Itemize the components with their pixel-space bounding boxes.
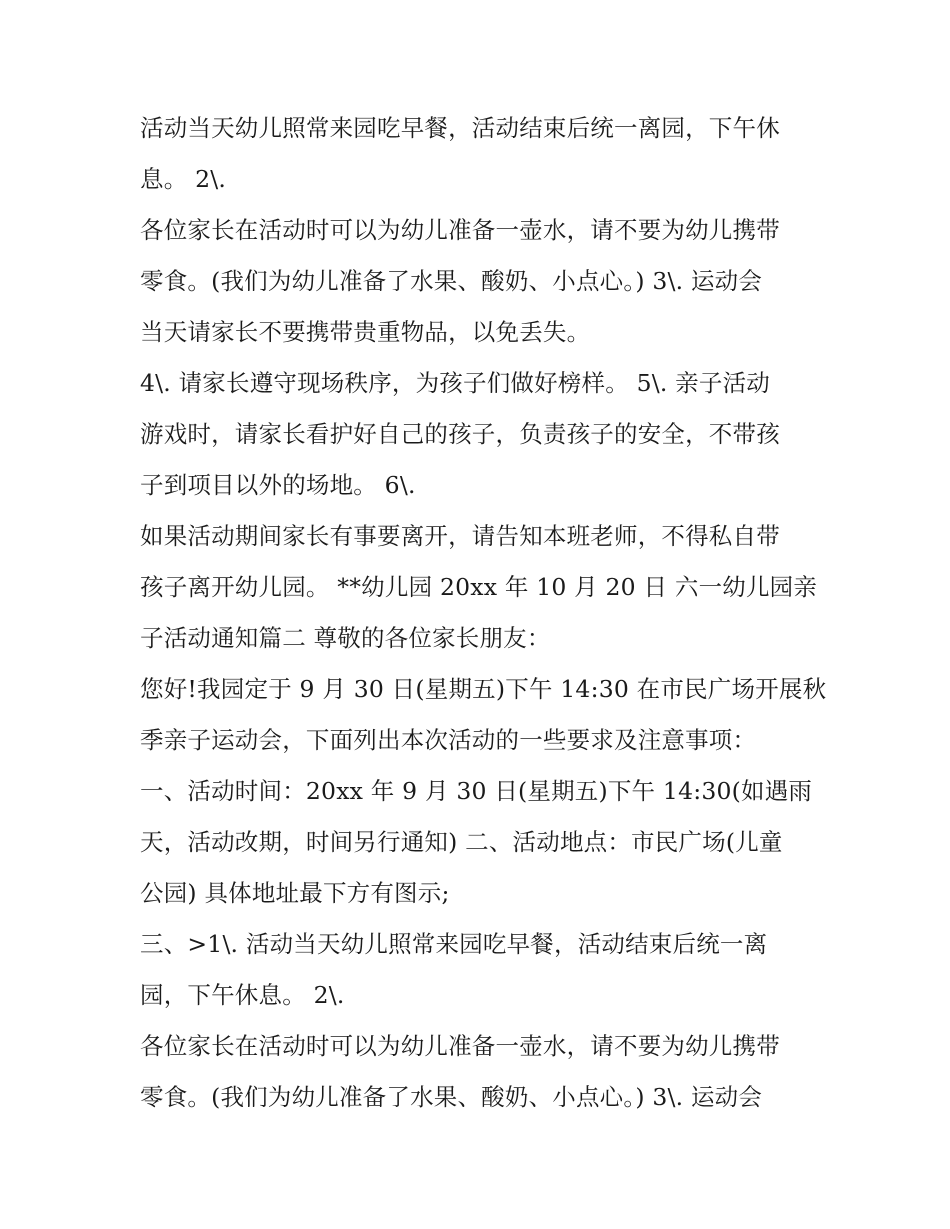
text-line: 一、活动时间：20xx 年 9 月 30 日(星期五)下午 14:30(如遇雨	[140, 777, 813, 805]
text-line: 三、>1\. 活动当天幼儿照常来园吃早餐，活动结束后统一离	[140, 930, 768, 958]
text-line: 各位家长在活动时可以为幼儿准备一壶水，请不要为幼儿携带	[140, 216, 780, 244]
text-line: 天，活动改期，时间另行通知) 二、活动地点：市民广场(儿童	[140, 828, 783, 856]
text-line: 季亲子运动会，下面列出本次活动的一些要求及注意事项：	[140, 726, 757, 754]
text-line: 4\. 请家长遵守现场秩序，为孩子们做好榜样。 5\. 亲子活动	[140, 369, 770, 397]
text-line: 园，下午休息。 2\.	[140, 981, 345, 1009]
text-line: 您好!我园定于 9 月 30 日(星期五)下午 14:30 在市民广场开展秋	[140, 675, 827, 703]
text-line: 子活动通知篇二 尊敬的各位家长朋友：	[140, 624, 551, 652]
text-line: 孩子离开幼儿园。 **幼儿园 20xx 年 10 月 20 日 六一幼儿园亲	[140, 573, 818, 601]
document-body	[140, 103, 827, 1123]
text-line: 公园) 具体地址最下方有图示;	[140, 879, 450, 907]
text-line: 息。 2\.	[140, 165, 227, 193]
text-line: 子到项目以外的场地。 6\.	[140, 471, 416, 499]
text-line: 活动当天幼儿照常来园吃早餐，活动结束后统一离园，下午休	[140, 114, 780, 142]
text-line: 当天请家长不要携带贵重物品，以免丢失。	[140, 318, 591, 346]
text-line: 如果活动期间家长有事要离开，请告知本班老师，不得私自带	[140, 522, 780, 550]
text-line: 游戏时，请家长看护好自己的孩子，负责孩子的安全，不带孩	[140, 420, 780, 448]
text-line: 零食。(我们为幼儿准备了水果、酸奶、小点心。) 3\. 运动会	[140, 1083, 763, 1111]
text-line: 零食。(我们为幼儿准备了水果、酸奶、小点心。) 3\. 运动会	[140, 267, 763, 295]
text-line: 各位家长在活动时可以为幼儿准备一壶水，请不要为幼儿携带	[140, 1032, 780, 1060]
